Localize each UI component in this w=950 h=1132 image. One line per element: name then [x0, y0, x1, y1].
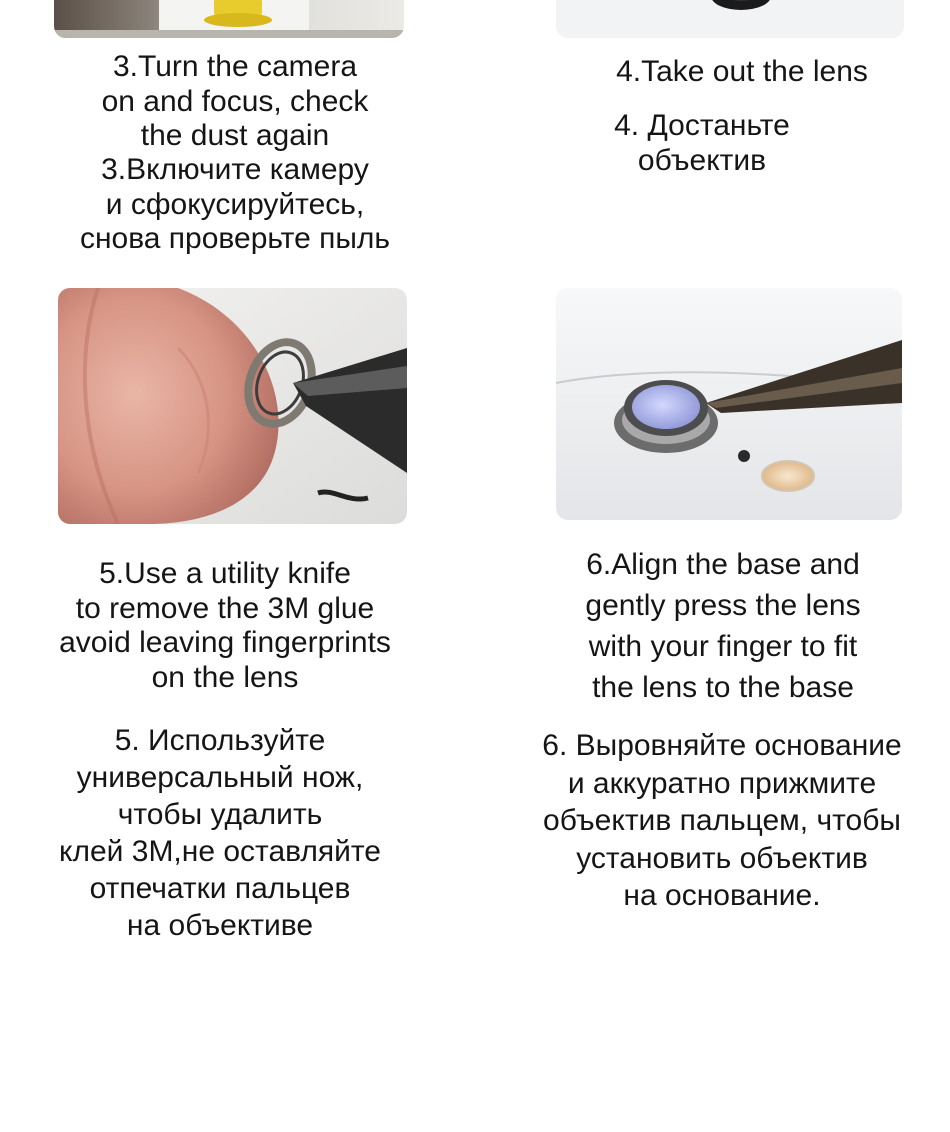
caption-line: avoid leaving fingerprints	[59, 626, 391, 659]
caption-line: снова проверьте пыль	[79, 222, 391, 255]
step-3-caption-ru	[30, 153, 440, 257]
caption-line: объектив пальцем, чтобы	[543, 804, 901, 837]
caption-line: объектив	[637, 143, 767, 177]
step-3-caption-en	[50, 50, 420, 154]
caption-line: чтобы удалить	[117, 798, 323, 831]
step-3-photo	[54, 0, 404, 38]
caption-line: отпечатки пальцев	[89, 872, 351, 905]
caption-line: gently press the lens	[585, 589, 861, 622]
caption-line: on the lens	[151, 660, 299, 694]
caption-line: to remove the 3M glue	[75, 591, 375, 625]
step-6-photo	[556, 288, 902, 520]
caption-line: универсальный нож,	[76, 761, 364, 794]
caption-line: 4.Take out the lens	[616, 55, 868, 88]
caption-line: on and focus, check	[101, 84, 369, 118]
caption-line: установить объектив	[576, 841, 868, 875]
caption-line: 5.Use a utility knife	[99, 557, 351, 590]
step-6-caption-ru	[500, 727, 944, 915]
caption-line: 3.Включите камеру	[101, 153, 369, 186]
caption-line: 5. Используйте	[114, 724, 326, 757]
step-5-caption-ru	[10, 722, 430, 944]
step-5-photo	[58, 288, 407, 524]
caption-line: 6.Align the base and	[586, 548, 860, 581]
step-6-caption-en	[540, 544, 906, 708]
step-4-caption-ru	[560, 109, 844, 178]
caption-line: на основание.	[623, 879, 821, 912]
caption-line: на объективе	[126, 909, 314, 942]
caption-line: и сфокусируйтесь,	[105, 187, 365, 221]
caption-line: 3.Turn the camera	[113, 50, 357, 83]
caption-line: the lens to the base	[592, 671, 854, 704]
caption-line: 6. Выровняйте основание	[542, 729, 902, 762]
caption-line: 4. Достаньте	[614, 109, 790, 142]
step-5-caption-en	[10, 557, 440, 695]
caption-line: и аккуратно прижмите	[567, 766, 877, 800]
caption-line: with your finger to fit	[588, 630, 858, 663]
step-4-caption-en	[560, 55, 924, 90]
step-4-photo	[556, 0, 904, 38]
caption-line: клей 3M,не оставляйте	[59, 835, 381, 868]
caption-line: the dust again	[140, 119, 330, 152]
